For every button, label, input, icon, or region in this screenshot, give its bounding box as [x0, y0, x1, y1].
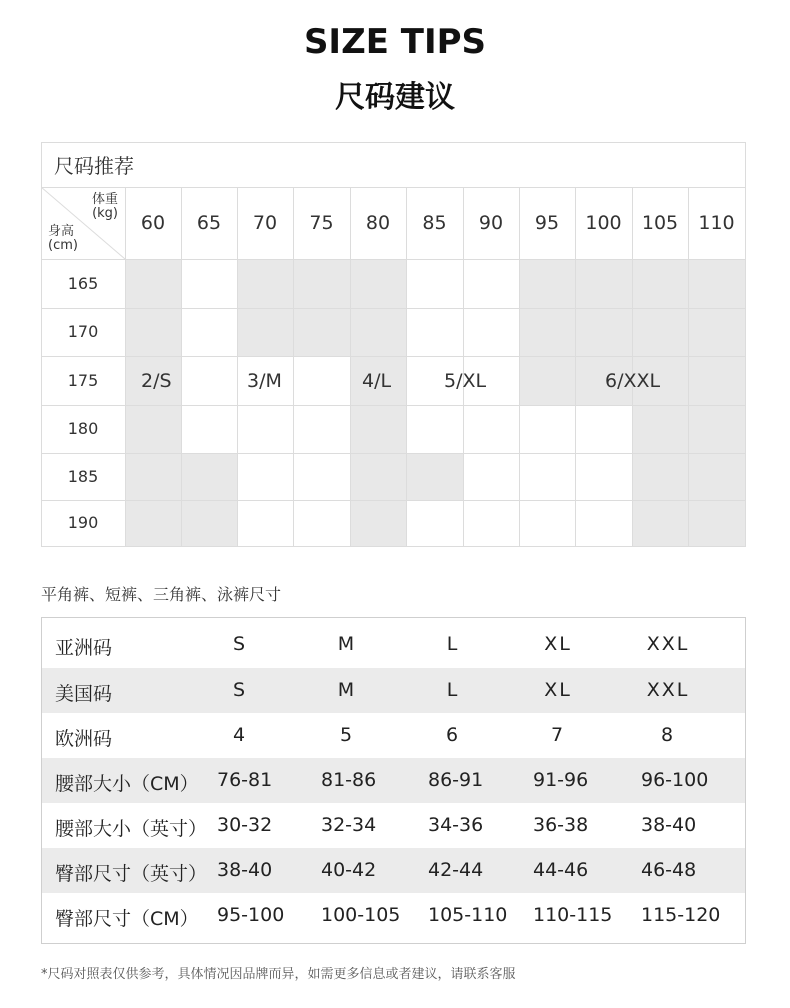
grid-vline: [463, 187, 464, 546]
size-cell: XXL: [646, 633, 690, 655]
weight-unit: (kg): [92, 206, 118, 221]
size-cell: M: [337, 633, 357, 655]
size-cell: L: [446, 679, 460, 701]
size-cell: 38-40: [641, 814, 697, 836]
grid-hline: [41, 187, 746, 188]
height-label: 身高: [48, 224, 75, 239]
grid-vline: [575, 187, 576, 546]
size-cell: 34-36: [428, 814, 484, 836]
grid-vline: [125, 187, 126, 546]
grid-hline: [41, 405, 746, 406]
size-cell: XXL: [646, 679, 690, 701]
weight-header-cell: 95: [534, 212, 560, 234]
size-cell: L: [446, 633, 460, 655]
size-cell: 42-44: [428, 859, 484, 881]
grid-vline: [406, 187, 407, 546]
weight-header-cell: 105: [641, 212, 679, 234]
size-cell: 105-110: [428, 904, 508, 926]
weight-header-cell: 65: [196, 212, 222, 234]
size-cell: 76-81: [217, 769, 273, 791]
size-cell: 6: [445, 724, 461, 746]
size-cell: 95-100: [217, 904, 285, 926]
weight-header-cell: 75: [309, 212, 334, 234]
grid-vline: [350, 187, 351, 546]
weight-header-cell: 70: [252, 212, 278, 234]
size-label-s: 2/S: [141, 370, 172, 392]
size-row-label: 腰部大小（英寸）: [55, 818, 208, 840]
size-cell: 32-34: [321, 814, 377, 836]
weight-header-cell: 110: [698, 212, 735, 234]
size-cell: XL: [544, 633, 572, 655]
shade-region: [406, 453, 463, 500]
corner-height-label: [48, 225, 78, 253]
size-cell: S: [232, 679, 248, 701]
weight-label: 体重: [91, 192, 118, 207]
size-cell: M: [337, 679, 357, 701]
size-label-xl: 5/XL: [444, 370, 487, 392]
table1-title: 尺码推荐: [54, 154, 134, 178]
corner-weight-label: [86, 193, 118, 221]
weight-header-cell: 100: [585, 212, 622, 234]
size-cell: 110-115: [533, 904, 613, 926]
size-label-m: 3/M: [247, 370, 282, 392]
weight-header-cell: 85: [422, 212, 447, 234]
grid-hline: [41, 453, 746, 454]
size-cell: 38-40: [217, 859, 273, 881]
size-cell: 7: [550, 724, 566, 746]
weight-header-cell: 80: [365, 212, 391, 234]
size-cell: 8: [660, 724, 676, 746]
table2-title: 平角裤、短裤、三角裤、泳裤尺寸: [41, 585, 282, 604]
size-row-label: 美国码: [55, 683, 113, 705]
grid-hline: [41, 356, 746, 357]
size-row-label: 臀部尺寸（英寸）: [55, 863, 208, 885]
size-cell: S: [232, 633, 248, 655]
weight-header-cell: 90: [478, 212, 504, 234]
size-row-label: 亚洲码: [55, 637, 113, 659]
size-cell: 115-120: [641, 904, 721, 926]
height-header-cell: 190: [67, 513, 99, 532]
grid-hline: [41, 500, 746, 501]
size-cell: 36-38: [533, 814, 589, 836]
size-cell: 40-42: [321, 859, 377, 881]
height-unit: (cm): [48, 238, 78, 253]
height-header-cell: 180: [67, 419, 99, 438]
grid-vline: [519, 187, 520, 546]
grid-vline: [237, 187, 238, 546]
size-cell: 44-46: [533, 859, 589, 881]
height-header-cell: 185: [67, 466, 99, 486]
size-cell: 91-96: [533, 769, 589, 791]
weight-header-cell: 60: [140, 212, 166, 234]
grid-vline: [688, 187, 689, 546]
grid-vline: [632, 187, 633, 546]
grid-hline: [41, 259, 746, 260]
grid-hline: [41, 308, 746, 309]
size-row-label: 腰部大小（CM）: [55, 773, 199, 795]
size-cell: 30-32: [217, 814, 273, 836]
size-cell: 4: [232, 724, 248, 746]
size-cell: 81-86: [321, 769, 377, 791]
size-row-label: 欧洲码: [55, 728, 113, 750]
size-row-label: 臀部尺寸（CM）: [55, 908, 199, 930]
height-header-cell: 175: [67, 370, 99, 390]
size-cell: 5: [339, 724, 355, 746]
height-header-cell: 165: [67, 273, 99, 293]
disclaimer-note: *尺码对照表仅供参考，具体情况因品牌而异，如需更多信息或者建议，请联系客服: [41, 967, 516, 982]
size-cell: 46-48: [641, 859, 697, 881]
page-title-cn: 尺码建议: [335, 80, 455, 115]
page-title-en: SIZE TIPS: [303, 22, 487, 62]
size-cell: XL: [544, 679, 572, 701]
grid-vline: [293, 187, 294, 546]
size-cell: 96-100: [641, 769, 709, 791]
size-label-l: 4/L: [362, 370, 392, 392]
size-label-xxl: 6/XXL: [605, 370, 661, 392]
size-cell: 86-91: [428, 769, 484, 791]
height-header-cell: 170: [67, 322, 99, 341]
grid-vline: [181, 187, 182, 546]
size-cell: 100-105: [321, 904, 401, 926]
shade-region: [125, 259, 181, 546]
